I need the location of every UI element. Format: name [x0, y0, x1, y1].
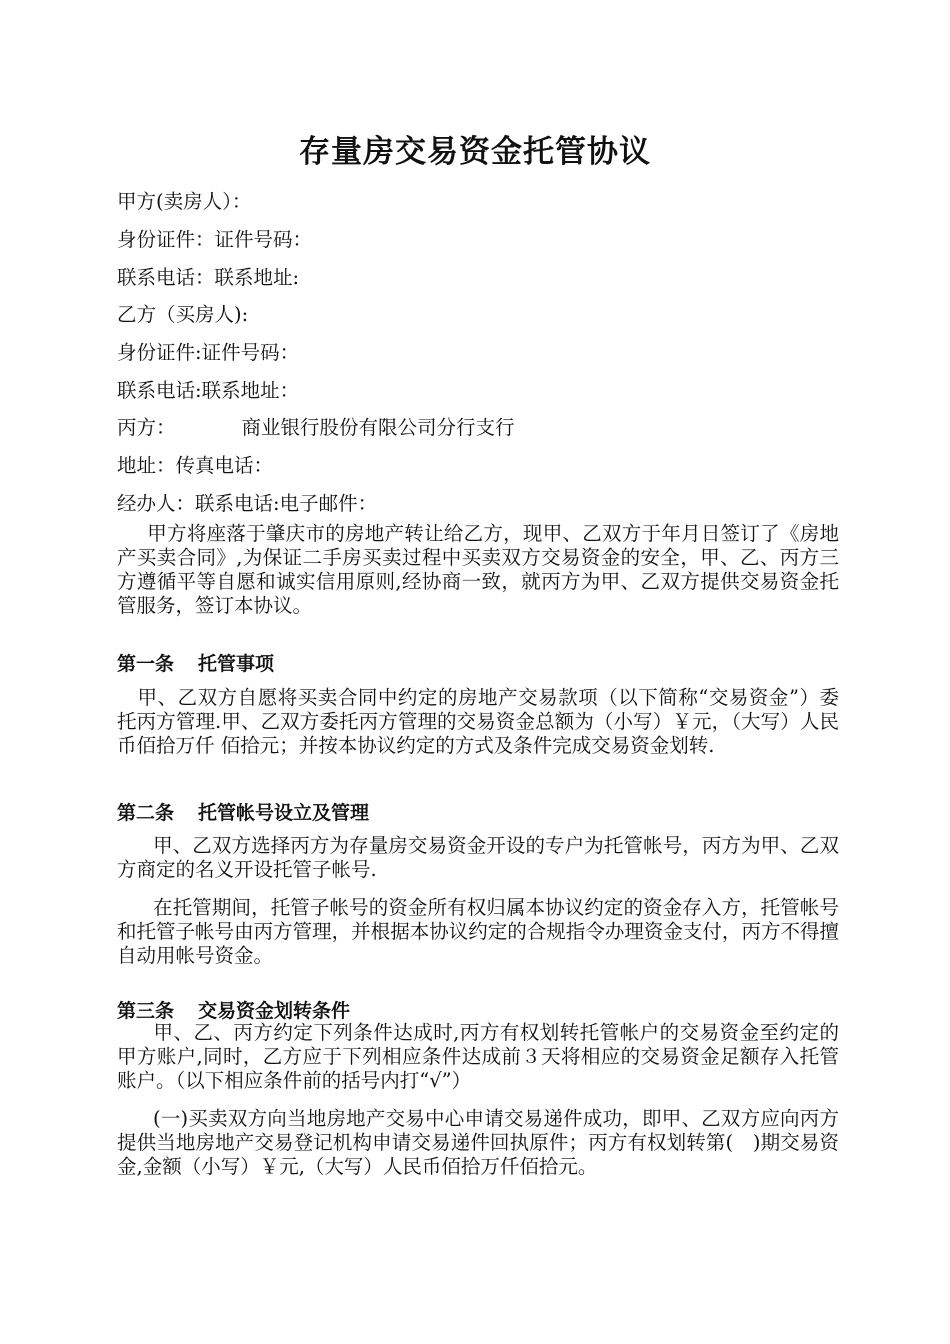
party-a-id-line: 身份证件：证件号码： — [117, 228, 313, 251]
article-2-number: 第二条 — [117, 802, 175, 824]
article-1-title: 托管事项 — [198, 653, 275, 675]
article-2-title: 托管帐号设立及管理 — [198, 802, 370, 824]
party-c-name: 商业银行股份有限公司分行支行 — [241, 416, 515, 439]
article-1-body: 甲、乙双方自愿将买卖合同中约定的房地产交易款项（以下简称“交易资金”）委托丙方管理.甲、乙双方委托丙方管理的交易资金总额为（小写）￥元，（大写）人民币佰拾万仟 佰拾元；并按本协议约定的方式及条件完成交易资金划转. — [117, 686, 839, 757]
article-3-heading — [117, 996, 350, 1023]
address-fax-line: 地址：传真电话： — [117, 454, 274, 477]
article-2-heading — [117, 798, 369, 825]
party-b-line: 乙方（买房人): — [117, 303, 249, 326]
article-3-item-1 — [117, 1107, 839, 1179]
article-3-title: 交易资金划转条件 — [198, 1000, 351, 1022]
article-1-heading — [117, 649, 274, 676]
handler-line: 经办人：联系电话:电子邮件： — [117, 492, 378, 515]
article-3-paragraph — [117, 1021, 839, 1093]
party-a-line: 甲方(卖房人）： — [117, 190, 252, 213]
preamble-text: 甲方将座落于肇庆市的房地产转让给乙方，现甲、乙双方于年月日签订了《房地产买卖合同》,为保证二手房买卖过程中买卖双方交易资金的安全，甲、乙、丙方三方遵循平等自愿和诚实信用原则,经协商一致，就丙方为甲、乙双方提供交易资金托管服务，签订本协议。 — [117, 522, 839, 617]
article-2-paragraph-2 — [117, 896, 839, 968]
article-1-number: 第一条 — [117, 653, 175, 675]
article-1-paragraph — [117, 686, 839, 758]
article-2-body-1: 甲、乙双方选择丙方为存量房交易资金开设的专户为托管帐号，丙方为甲、乙双方商定的名义开设托管子帐号. — [117, 834, 839, 881]
article-2-body-2: 在托管期间，托管子帐号的资金所有权归属本协议约定的资金存入方，托管帐号和托管子帐号由丙方管理，并根据本协议约定的合规指令办理资金支付，丙方不得擅自动用帐号资金。 — [117, 896, 839, 967]
article-3-number: 第三条 — [117, 1000, 175, 1022]
article-3-body: 甲、乙、丙方约定下列条件达成时,丙方有权划转托管帐户的交易资金至约定的甲方账户,同时，乙方应于下列相应条件达成前３天将相应的交易资金足额存入托管账户。（以下相应条件前的括号内打“√”） — [117, 1021, 839, 1092]
party-c-line — [117, 412, 515, 440]
party-b-id-line: 身份证件:证件号码： — [117, 341, 300, 364]
party-b-contact-line: 联系电话:联系地址： — [117, 379, 300, 402]
preamble-paragraph — [117, 522, 839, 618]
party-a-contact-line: 联系电话：联系地址: — [117, 266, 300, 289]
article-2-paragraph-1 — [117, 834, 839, 882]
article-3-item-1-text: (一)买卖双方向当地房地产交易中心申请交易递件成功，即甲、乙双方应向丙方提供当地房地产交易登记机构申请交易递件回执原件；丙方有权划转第( )期交易资金,金额（小写）￥元,（大写）人民币佰拾万仟佰拾元。 — [117, 1107, 839, 1178]
party-c-label: 丙方： — [117, 416, 176, 439]
document-title: 存量房交易资金托管协议 — [299, 134, 651, 170]
